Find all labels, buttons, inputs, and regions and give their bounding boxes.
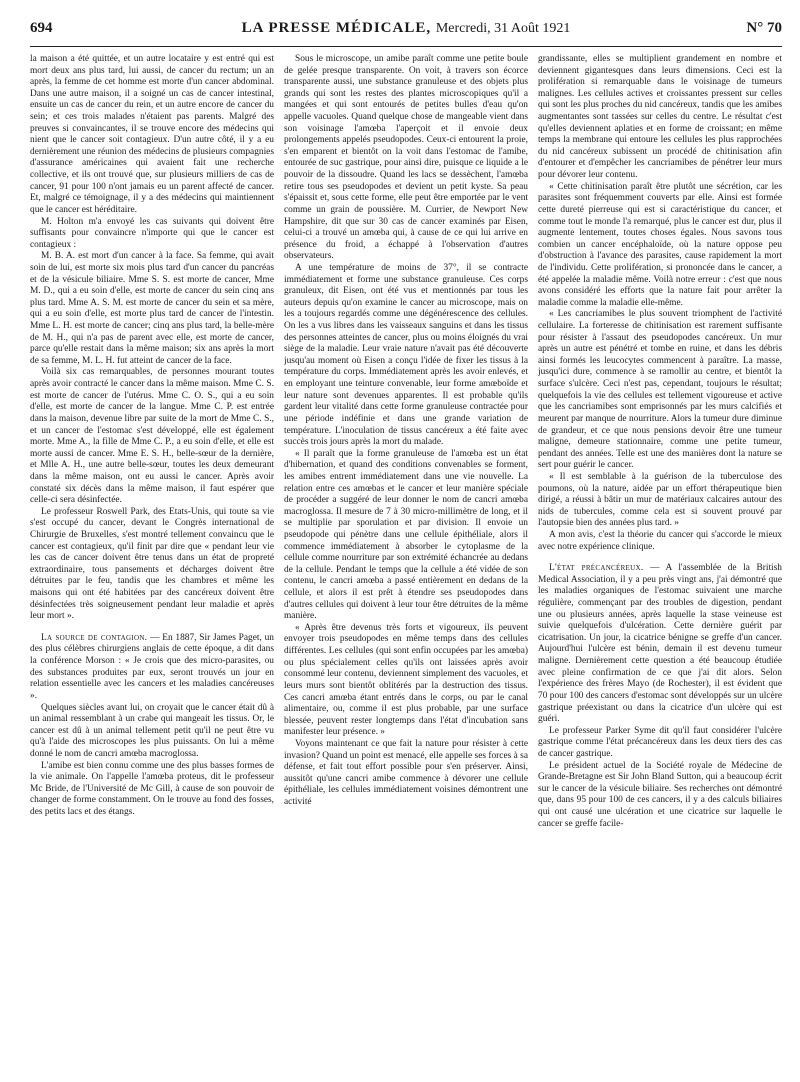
paragraph-text: — En 1887, Sir James Paget, un des plus célèbres chirurgiens anglais de cette époque, a dit dans la conférence Morson : « Je crois que des micro-parasites, ou des substances produites par eux, seront trouvés un jour en relation essentielle avec les cancers et les maladies cancéreuses ». bbox=[30, 632, 274, 701]
paragraph bbox=[30, 703, 274, 761]
paragraph bbox=[538, 309, 782, 472]
paragraph bbox=[30, 251, 274, 367]
paragraph-text: « Il est semblable à la guérison de la tuberculose des poumons, où la nature, aidée par un effort thérapeutique bien dirigé, a réussi à bâtir un mur de matériaux calcaires autour des nids de tubercules, comme cela est si souvent prouvé par l'autopsie bien des années plus tard. » bbox=[538, 471, 782, 529]
paragraph-text: « Il paraît que la forme granuleuse de l'amœba est un état d'hibernation, et quand des conditions convenables se forment, les amibes entrent immédiatement dans une vie nouvelle. La relation entre ces amœbas et le cancer et leur manière spéciale de procéder a suggéré de leur donner le nom de cancri amœba macroglossa. Il mesure de 7 à 30 micro-millimètre de long, et il se multiplie par sporulation et par division. Il envoie un pseudopode qui pénètre dans une cellule épithéliale, alors il commence immédiatement à absorber le cytoplasme de la cellule comme nourriture par son extrémité échancrée au dedans de la cellule. Pendant le temps que la cellule a été vidée de son contenu, le cancri amœba a passé entièrement en dedans de la cellule, et alors il est prêt à étendre ses pseudopodes dans d'autres cellules qui doivent à leur tour être détruites de la même manière. bbox=[284, 448, 528, 622]
paragraph bbox=[284, 263, 528, 449]
paragraph bbox=[30, 217, 274, 252]
text-columns bbox=[30, 54, 782, 1075]
paragraph bbox=[538, 54, 782, 182]
paragraph bbox=[538, 761, 782, 831]
paragraph bbox=[538, 182, 782, 310]
paragraph bbox=[284, 449, 528, 623]
paragraph bbox=[284, 54, 528, 263]
section-separator bbox=[30, 623, 274, 633]
paragraph-text: Le président actuel de la Société royale de Médecine de Grande-Bretagne est Sir John Bland Sutton, qui a beaucoup écrit sur le cancer de la vésicule biliaire. Ses recherches ont démontré que, dans 95 pour 100 de ces cancers, il y a des calculs biliaires qui ont causé une ulcération et une cicatrice sur laquelle le cancer se greffe facile- bbox=[538, 760, 782, 829]
paragraph bbox=[30, 367, 274, 506]
section-separator bbox=[538, 553, 782, 563]
paragraph bbox=[538, 563, 782, 726]
paragraph bbox=[284, 739, 528, 809]
paragraph bbox=[538, 472, 782, 530]
paragraph-text: « Après être devenus très forts et vigoureux, ils peuvent envoyer trois pseudopodes en même temps dans des cellules différentes. Les cellules (qui sont enfin occupées par les amœba) ou plus spécialement celles qu'ils ont laissées après avoir consommé leur contenu, deviennent simplement des vacuoles, et leurs murs sont bientôt oblitérés par la destruction des tissus. Ces cancri amœba étant entrés dans le corps, ou par le canal alimentaire, ou, comme il est plus probable, par une surface blessée, peuvent rester longtemps dans l'état d'incubation sans manifester leur présence. » bbox=[284, 622, 528, 738]
journal-page bbox=[30, 20, 782, 1075]
masthead bbox=[30, 20, 782, 47]
paragraph-text: Sous le microscope, un amibe paraît comme une petite boule de gelée presque transparente. On voit, à travers son écorce transparente aussi, une substance granuleuse et des objets plus grands qui sont les restes des plantes microscopiques qu'il a mangées et qui sont entourés de petites bulles d'eau qu'on appelle vacuoles. Quand quelque chose de mangeable vient dans son voisinage l'amœba l'aperçoit et il envoie deux prolongements appelés pseudopodes. Ceux-ci entourent la proie, s'en emparent et bientôt on la voit dans l'estomac de l'amibe, entourée de suc gastrique, pour ainsi dire, puisque ce liquide a le pouvoir de la dissoudre. Quand les lacs se dessèchent, l'amœba retire tous ses pseudopodes et devient un petit kyste. Sa peau s'épaissit et, sous cette forme, elle peut être emportée par le vent comme un grain de poussière. M. Currier, de Newport New Hampshire, dit que sur 30 cas de cancer examinés par Eisen, celui-ci a trouvé un amœba qui, à cause de ce qui lui arrive en présence du froid, a échappé à l'observation d'autres observateurs. bbox=[284, 54, 528, 262]
paragraph bbox=[30, 633, 274, 703]
paragraph bbox=[30, 54, 274, 217]
column-right bbox=[538, 54, 782, 1075]
paragraph bbox=[538, 530, 782, 553]
paragraph bbox=[284, 623, 528, 739]
paragraph-text: M. Holton m'a envoyé les cas suivants qui doivent être suffisants pour convaincre n'importe qui que le cancer est contagieux : bbox=[30, 216, 274, 250]
paragraph bbox=[538, 726, 782, 761]
paragraph-text: Le professeur Parker Syme dit qu'il faut considérer l'ulcère gastrique comme l'état précancéreux dans les deux tiers des cas de cancer gastrique. bbox=[538, 725, 782, 759]
paragraph-text: L'amibe est bien connu comme une des plus basses formes de la vie animale. On l'appelle l'amœba proteus, dit le professeur Mc Bride, de l'Université de Mc Gill, à cause de son pouvoir de changer de forme constamment. On le trouve au fond des fosses, des petits lacs et des étangs. bbox=[30, 760, 274, 817]
paragraph-text: M. B. A. est mort d'un cancer à la face. Sa femme, qui avait soin de lui, est morte six mois plus tard d'un cancer du pancréas et de la vésicule biliaire. Mme S. S. est morte de cancer, Mme M. D., qui a eu soin d'elle, est morte de cancer du sein cinq ans plus tard. Mme A. S. M. est morte de cancer du sein et sa mère, qui a eu soin d'elle, est morte plus tard de cancer de l'intestin. Mme L. H. est morte de cancer; cinq ans plus tard, la belle-mère de M. H., qui n'a pas de parent avec elle, est morte de cancer, parce qu'elle restait dans la même maison; six ans après la mort de sa femme, M. L. H. fut atteint de cancer de la face. bbox=[30, 251, 274, 366]
paragraph-text: « Les cancriamibes le plus souvent triomphent de l'activité cellulaire. La forteresse de chitinisation est rarement suffisante pour résister à l'assaut des pseudopodes cancéreux. Un mur après un autre est pénétré et tombe en ruine, et dans les débris ainsi formés les leucocytes commencent à paraître. La masse, jusqu'ici dure, commence à se ramollir au centre, et bientôt la surface s'ulcère. Ceci n'est pas, cependant, toujours le résultat; quelquefois la vie des cellules est tellement vigoureuse et active que les cancriamibes sont emprisonnés par les murs calcifiés et meurent par manque de nourriture. Alors la tumeur dure diminue de grandeur, et ce que nous pensions devoir être une tumeur maligne, demeure stationnaire, comme une petite tumeur, pendant des années. Telle est une des manières dont la nature se sert pour guérir le cancer. bbox=[538, 309, 782, 471]
paragraph-text: Voyons maintenant ce que fait la nature pour résister à cette invasion? Quand un point est menacé, elle appelle ses forces à sa défense, et fait tout effort possible pour s'en préserver. Ainsi, aussitôt qu'une cancri amibe commence à dévorer une cellule épithéliale, les cellules immédiatement voisines démontrent une activité bbox=[284, 738, 528, 807]
journal-title: LA PRESSE MÉDICALE, bbox=[241, 20, 432, 36]
section-headline: L'état précancéreux. bbox=[549, 563, 644, 574]
section-headline: La source de contagion. bbox=[41, 632, 148, 643]
paragraph-text: « Cette chitinisation paraît être plutôt une sécrétion, car les parasites sont fréquemment couverts par elle. Ainsi est formée cette dureté pierreuse qui est si caractéristique du cancer, et comme tout le monde l'a remarqué, plus le cancer est dur, plus il augmente lentement, toutes choses égales. Nous savons tous combien un cancer encéphaloïde, où la nature oppose peu d'obstruction à l'avance des parasites, cause rapidement la mort de l'individu. Cette prolifération, si prononcée dans le cancer, a été appelée la maladie même. Voilà notre erreur : c'est que nous avons considéré les efforts que la nature fait pour arrêter la maladie comme la maladie elle-même. bbox=[538, 181, 782, 308]
paragraph-text: — A l'assemblée de la British Medical Association, il y a peu près vingt ans, j'ai démontré que les maladies organiques de l'estomac suivaient une marche régulière, commençant par des troubles de digestion, pendant une ou plusieurs années, après laquelle la stase veineuse est suivie quelquefois d'ulcération. Cette dernière guérit par cicatrisation. Un jour, la cicatrice bénigne se greffe d'un cancer. Aujourd'hui l'ulcère est bénin, demain il est devenu tumeur maligne. Dernièrement cette question a été beaucoup étudiée avec pleine confirmation de ce que j'ai dit alors. Selon l'expérience des frères Mayo (de Rochester), il est évident que 70 pour 100 des cancers d'estomac sont développés sur un ulcère gastrique préexistant ou dans la cicatrice d'un ulcère qui est guéri. bbox=[538, 563, 782, 725]
paragraph-text: Le professeur Roswell Park, des Etats-Unis, qui toute sa vie s'est occupé du cancer, devant le Congrès international de Chirurgie de Bruxelles, s'est montré tellement convaincu que le cancer est contagieux, qu'il finit par dire que « pendant leur vie les cas de cancer doivent être tenus dans un état de propreté extraordinaire, tous pansements et décharges doivent être détruites par le feu, tandis que les chambres et même les maisons qui ont été habitées par des cancéreux doivent être désinfectées très soigneusement pendant leur maladie et après leur mort ». bbox=[30, 506, 274, 622]
paragraph bbox=[30, 507, 274, 623]
issue-number: N° 70 bbox=[746, 20, 782, 36]
paragraph-text: grandissante, elles se multiplient grandement en nombre et deviennent gigantesques dans leurs dimensions. Ceci est la prolifération si remarquable dans le voisinage de tumeurs malignes. Les cellules actives et croissantes pressent sur celles qui sont les plus proches du nid cancéreux, tandis que les amibes augmentantes sont tassées sur celles du centre. Le résultat c'est qu'elles deviennent aplaties et en forme de croissant; en même temps la membrane qui entoure les cellules les plus rapprochées du nid cancéreux subissent un procédé de chitinisation afin d'entourer et d'empêcher les cancriamibes de pénétrer leur murs pour dévorer leur contenu. bbox=[538, 54, 782, 181]
paragraph-text: A une température de moins de 37°, il se contracte immédiatement et forme une substance granuleuse. Ces corps granuleux, dit Eisen, ont été vus et mentionnés par tous les auteurs depuis qu'on examine le cancer au microscope, mais on les a toujours regardés comme une dégénérescence des cellules. On les a vus libres dans les vaisseaux sanguins et dans les tissus des personnes atteintes de cancer, plus ou moins éloignés du vrai siège de la maladie. Leur vraie nature n'avait pas été découverte jusqu'au moment où Eisen a conçu l'idée de fixer les tissus à la température du corps. Immédiatement après les avoir enlevés, et en employant une teinture convenable, leur forme amœboïde et leur nature sont devenues apparentes. Il est probable qu'ils gardent leur vitalité dans cette forme granuleuse contractée pour une période indéfinie et dans une grande variation de température. L'inoculation de tissus cancéreux a été faite avec succès trois jours après la mort du malade. bbox=[284, 262, 528, 448]
paragraph-text: A mon avis, c'est la théorie du cancer qui s'accorde le mieux avec notre expérience clinique. bbox=[538, 529, 782, 552]
paragraph-text: la maison a été quittée, et un autre locataire y est entré qui est mort deux ans plus tard, lui aussi, de cancer du rectum; un an après, la femme de cet homme est morte d'un cancer abdominal. Dans une autre maison, il a soigné un cas de cancer intestinal, ensuite un cas de cancer du rein, et un autre encore de cancer du sein; et ces trois malades n'étaient pas parents. Malgré des preuves si convaincantes, il se trouve encore des médecins qui nient que le cancer soit contagieux. D'un autre côté, il y a eu dernièrement une réunion des médecins de plusieurs compagnies d'assurance américaines qui avaient fait une recherche collective, et ils ont trouvé que, sur plusieurs milliers de cas de cancer, 91 pour 100 n'ont jamais eu un parent affecté de cancer. Et, malgré ce témoignage, il y a des médecins qui maintiennent que le cancer est héréditaire. bbox=[30, 54, 274, 215]
journal-title-line bbox=[30, 20, 782, 37]
paragraph bbox=[30, 761, 274, 819]
paragraph-text: Quelques siècles avant lui, on croyait que le cancer était dû à un animal ressemblant à un crabe qui mangeait les tissus. Or, le cancer est dû à un animal tellement petit qu'il ne peut être vu qu'à l'aide des microscopes les plus puissants. On lui a même donné le nom de cancri amœba macroglossa. bbox=[30, 702, 274, 759]
paragraph-text: Voilà six cas remarquables, de personnes mourant toutes après avoir contracté le cancer dans la même maison. Mme C. S. est morte de cancer de l'utérus. Mme C. O. S., qui a eu soin d'elle, est morte de cancer de la langue. Mme C. P. est entrée dans la maison, devenue libre par suite de la mort de Mme C. S., et un cancer de l'estomac s'est développé, elle est également morte. Mme A., la fille de Mme C. P., a eu soin d'elle, et elle est morte aussi de cancer. Mme E. S. H., belle-sœur de la dernière, et Mlle A. H., une autre belle-sœur, toutes les deux demeurant dans la même maison, ont eu aussi le cancer. Après avoir constaté six décès dans la même maison, il faut espérer que celle-ci sera désinfectée. bbox=[30, 367, 274, 506]
page-number: 694 bbox=[30, 20, 53, 36]
column-left bbox=[30, 54, 274, 1075]
issue-date: Mercredi, 31 Août 1921 bbox=[435, 21, 571, 36]
column-middle bbox=[284, 54, 528, 1075]
